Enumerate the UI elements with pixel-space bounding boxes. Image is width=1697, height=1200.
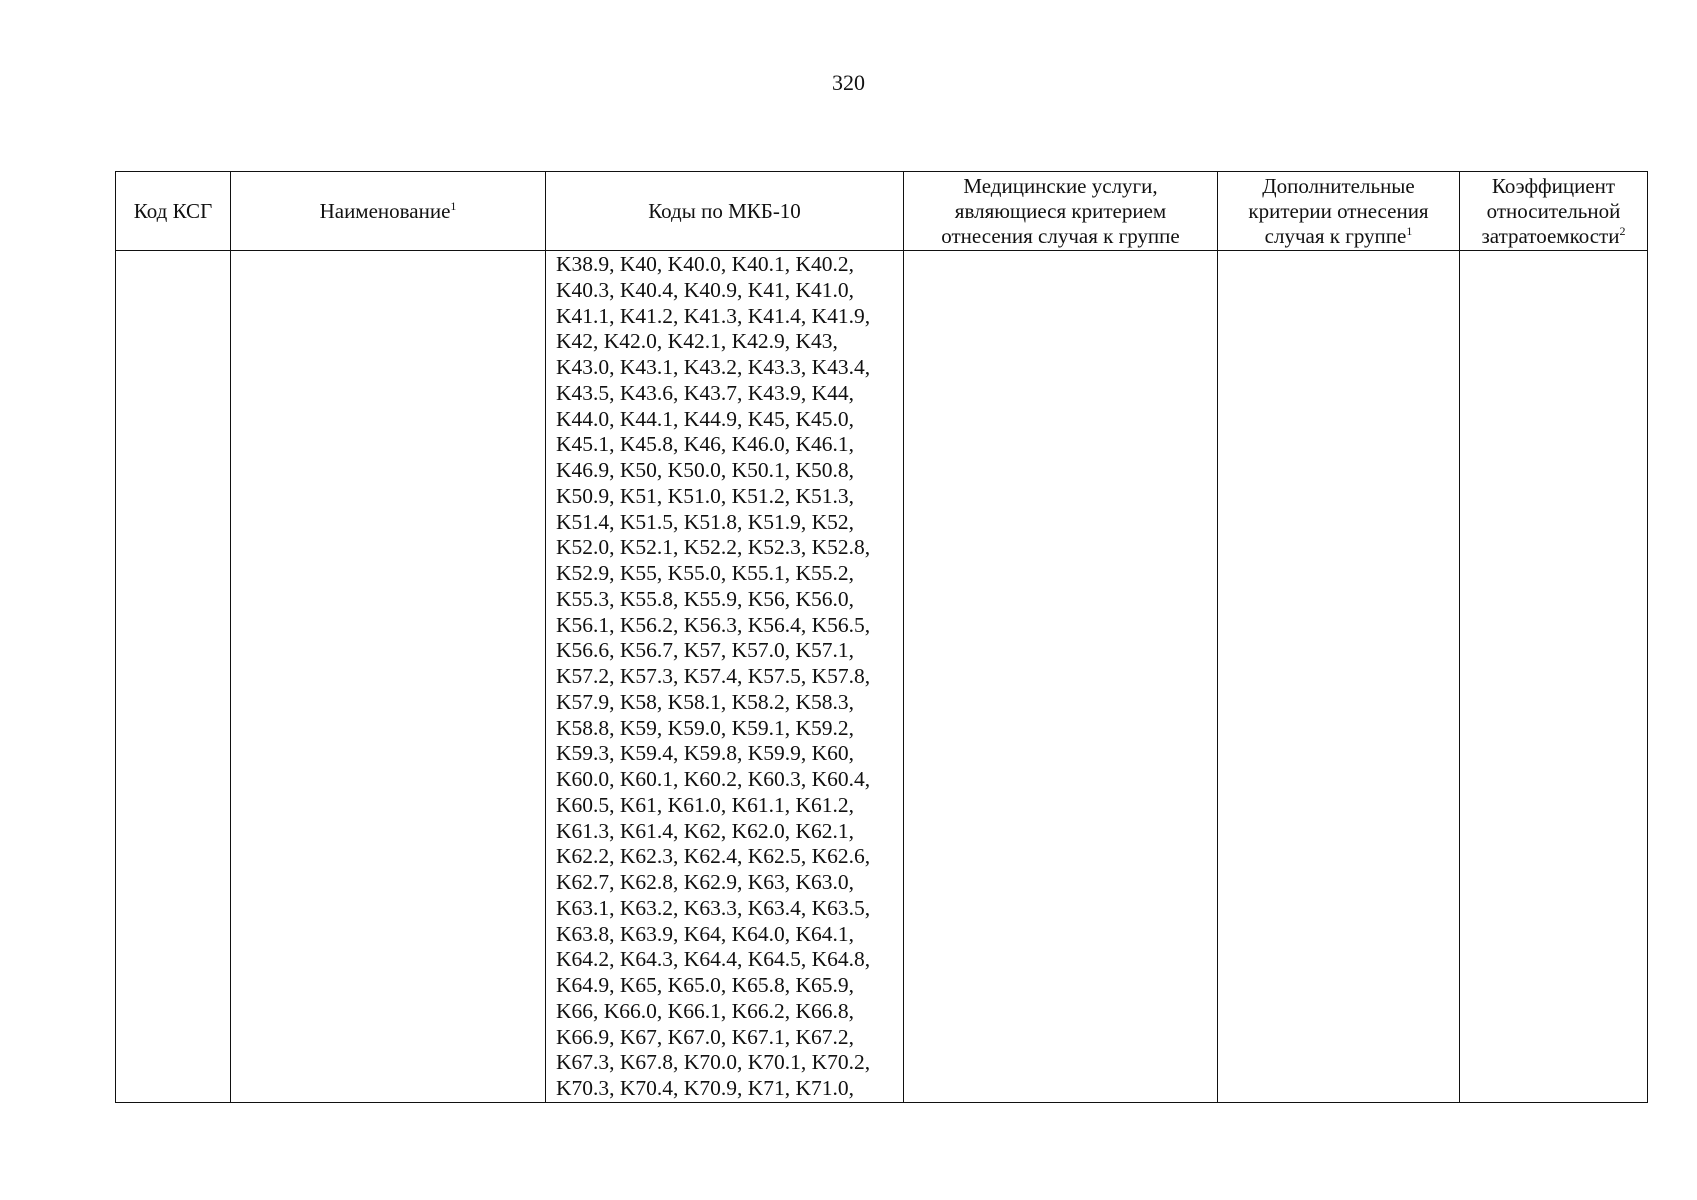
icd-code-line: K58.8, K59, K59.0, K59.1, K59.2, — [556, 715, 855, 740]
icd-code-line: K59.3, K59.4, K59.8, K59.9, K60, — [556, 741, 855, 766]
table-row — [116, 251, 1648, 1103]
cell-coefficient — [1460, 251, 1648, 1103]
header-label-line: Коды по МКБ-10 — [648, 198, 801, 223]
header-label-line: Наименование$^1$ — [319, 198, 457, 223]
icd-code-line: K46.9, K50, K50.0, K50.1, K50.8, — [556, 458, 855, 482]
icd-code-line: K57.2, K57.3, K57.4, K57.5, K57.8, — [556, 664, 871, 688]
header-label — [1460, 174, 1647, 249]
header-label-line: отнесения случая к группе — [941, 223, 1180, 248]
icd-code-line: K62.2, K62.3, K62.4, K62.5, K62.6, — [556, 844, 871, 869]
icd-code-line: K42, K42.0, K42.1, K42.9, K43, — [556, 329, 838, 354]
header-code — [116, 172, 231, 251]
icd-code-line: K44.0, K44.1, K44.9, K45, K45.0, — [556, 406, 855, 431]
icd-code-line: K63.1, K63.2, K63.3, K63.4, K63.5, — [556, 895, 871, 920]
cell-additional-criteria — [1218, 251, 1460, 1103]
icd-code-line: K50.9, K51, K51.0, K51.2, K51.3, — [556, 483, 855, 508]
header-additional-criteria — [1218, 172, 1460, 251]
header-label-line: критерии отнесения — [1248, 198, 1429, 223]
footnote-marker: 1 — [450, 198, 457, 213]
ksg-table — [115, 171, 1648, 1103]
icd-code-line: K51.4, K51.5, K51.8, K51.9, K52, — [556, 509, 855, 534]
icd-code-line: K45.1, K45.8, K46, K46.0, K46.1, — [556, 432, 855, 457]
icd-code-line: K70.3, K70.4, K70.9, K71, K71.0, — [556, 1076, 855, 1100]
header-label — [1218, 174, 1459, 249]
icd-code-line: K43.0, K43.1, K43.2, K43.3, K43.4, — [556, 355, 871, 379]
icd-code-line: K67.3, K67.8, K70.0, K70.1, K70.2, — [556, 1050, 871, 1075]
cell-name — [231, 251, 546, 1103]
header-label — [546, 199, 903, 224]
cell-services — [904, 251, 1218, 1103]
icd-code-line: K38.9, K40, K40.0, K40.1, K40.2, — [556, 252, 855, 276]
icd-code-line: K66, K66.0, K66.1, K66.2, K66.8, — [556, 998, 855, 1023]
cell-icd-codes — [546, 251, 904, 1103]
header-label-line: относительной — [1486, 198, 1621, 223]
header-coefficient — [1460, 172, 1648, 251]
header-label-line: затратоемкости$^2$ — [1481, 223, 1626, 248]
header-icd-codes — [546, 172, 904, 251]
icd-code-line: K40.3, K40.4, K40.9, K41, K41.0, — [556, 277, 855, 302]
icd-code-line: K55.3, K55.8, K55.9, K56, K56.0, — [556, 586, 855, 611]
header-label-line: являющиеся критерием — [954, 198, 1167, 223]
header-label-line: случая к группе$^1$ — [1264, 223, 1413, 248]
icd-code-line: K60.5, K61, K61.0, K61.1, K61.2, — [556, 792, 855, 817]
icd-code-line: K64.9, K65, K65.0, K65.8, K65.9, — [556, 973, 855, 997]
header-label-line: Коэффициент — [1491, 173, 1616, 198]
icd-code-line: K63.8, K63.9, K64, K64.0, K64.1, — [556, 921, 855, 946]
icd-code-line: K56.6, K56.7, K57, K57.0, K57.1, — [556, 638, 855, 663]
icd-code-line: K61.3, K61.4, K62, K62.0, K62.1, — [556, 818, 855, 843]
icd-code-list — [546, 252, 903, 1102]
table-header-row — [116, 172, 1648, 251]
icd-code-line: K43.5, K43.6, K43.7, K43.9, K44, — [556, 380, 855, 405]
icd-code-line: K66.9, K67, K67.0, K67.1, K67.2, — [556, 1024, 855, 1049]
icd-code-line: K62.7, K62.8, K62.9, K63, K63.0, — [556, 870, 855, 894]
header-label-line: Медицинские услуги, — [963, 173, 1158, 198]
icd-code-line: K60.0, K60.1, K60.2, K60.3, K60.4, — [556, 767, 871, 791]
footnote-marker: 1 — [1406, 223, 1413, 238]
icd-code-line: K52.9, K55, K55.0, K55.1, K55.2, — [556, 561, 855, 585]
cell-code — [116, 251, 231, 1103]
icd-code-line: K56.1, K56.2, K56.3, K56.4, K56.5, — [556, 612, 871, 637]
header-label-line: Код КСГ — [133, 198, 213, 223]
header-name — [231, 172, 546, 251]
icd-code-line: K57.9, K58, K58.1, K58.2, K58.3, — [556, 689, 855, 714]
header-services — [904, 172, 1218, 251]
header-label-line: Дополнительные — [1262, 173, 1415, 198]
header-label — [116, 199, 230, 224]
icd-code-line: K52.0, K52.1, K52.2, K52.3, K52.8, — [556, 535, 871, 560]
icd-code-line: K64.2, K64.3, K64.4, K64.5, K64.8, — [556, 947, 871, 972]
footnote-marker: 2 — [1619, 223, 1626, 238]
icd-code-line: K41.1, K41.2, K41.3, K41.4, K41.9, — [556, 303, 871, 328]
header-label — [231, 199, 545, 224]
page-number: 320 — [832, 70, 865, 95]
header-label — [904, 174, 1217, 249]
